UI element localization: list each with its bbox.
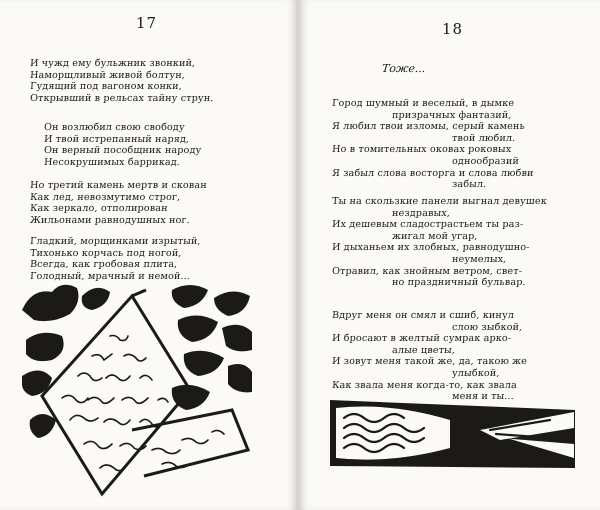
verse-line: Гладкий, морщинками изрытый, xyxy=(29,236,202,247)
verse-line: меня и ты... xyxy=(451,391,515,403)
verse-line: Как звала меня когда-то, как звала xyxy=(331,379,518,391)
verse-line: Он возлюбил свою свободу xyxy=(43,122,186,133)
verse-line: жигал мой угар, xyxy=(391,230,479,242)
verse-line: Как лед, невозмутимо строг, xyxy=(29,191,181,203)
verse-line: И чужд ему бульжник звонкий, xyxy=(29,58,196,69)
verse-line: И бросают в желтый сумрак арко- xyxy=(331,333,512,345)
page-number: 18 xyxy=(442,20,464,38)
left-page xyxy=(0,0,296,510)
verse-line: Я любил твои изломы, серый камень xyxy=(331,121,526,133)
stanza xyxy=(332,196,547,289)
stanza xyxy=(332,310,527,403)
stanza xyxy=(44,122,201,168)
verse-line: Жильонами равнодушных ног. xyxy=(29,214,191,226)
verse-line: Вдруг меня он смял и сшиб, кинул xyxy=(331,310,515,321)
stanza xyxy=(332,98,534,191)
verse-line: Он верный пособщник народу xyxy=(43,145,202,157)
verse-line: но праздничный бульвар. xyxy=(391,277,527,289)
verse-line: Наморщливый живой болтун, xyxy=(29,69,186,81)
verse-line: Город шумный и веселый, в дымке xyxy=(331,98,515,109)
verse-line: улыбкой, xyxy=(451,367,500,379)
verse-line: Тихонько корчась под ногой, xyxy=(29,247,183,259)
verse-line: Их дешевым сладострастьем ты раз- xyxy=(331,219,524,231)
verse-line: Открывший в рельсах тайну струн. xyxy=(29,92,214,104)
stanza xyxy=(30,180,207,226)
verse-line: слою зыбкой, xyxy=(451,321,523,333)
verse-line: Голодный, мрачный и немой... xyxy=(29,270,191,282)
verse-line: Я забыл слова восторга и слова любви xyxy=(331,167,534,179)
stanza xyxy=(30,58,213,104)
verse-line: Но в томительных оковах роковых xyxy=(331,144,512,156)
verse-line: Отравил, как знойным ветром, свет- xyxy=(331,265,523,277)
page-number: 17 xyxy=(136,14,158,32)
verse-line: И зовут меня такой же, да, такою же xyxy=(331,356,528,368)
verse-line: Но третий камень мертв и скован xyxy=(29,180,208,191)
verse-line: алые цветы, xyxy=(391,344,456,356)
verse-line: И твой истрепанный наряд, xyxy=(43,133,190,145)
verse-line: неумелых, xyxy=(451,253,507,265)
verse-line: однообразий xyxy=(451,155,520,167)
poem-title: Тоже... xyxy=(381,62,427,75)
verse-line: нездравых, xyxy=(391,207,451,219)
verse-line: Ты на скользкие панели выгнал девушек xyxy=(331,196,548,207)
verse-line: Несокрушимых баррикад. xyxy=(43,156,181,168)
verse-line: Как зеркало, отполирован xyxy=(29,203,169,215)
verse-line: Всегда, как гробовая плита, xyxy=(29,259,178,271)
verse-line: твой любил. xyxy=(451,132,516,144)
cobblestone-illustration xyxy=(22,280,252,505)
wave-illustration xyxy=(330,398,575,468)
stanza xyxy=(30,236,201,282)
verse-line: забыл. xyxy=(451,179,487,191)
verse-line: призрачных фантазий, xyxy=(391,109,512,121)
verse-line: Гудящий под вагоном конки, xyxy=(29,81,183,93)
verse-line: И дыханьем их злобных, равнодушно- xyxy=(331,242,530,254)
right-page xyxy=(300,0,600,510)
